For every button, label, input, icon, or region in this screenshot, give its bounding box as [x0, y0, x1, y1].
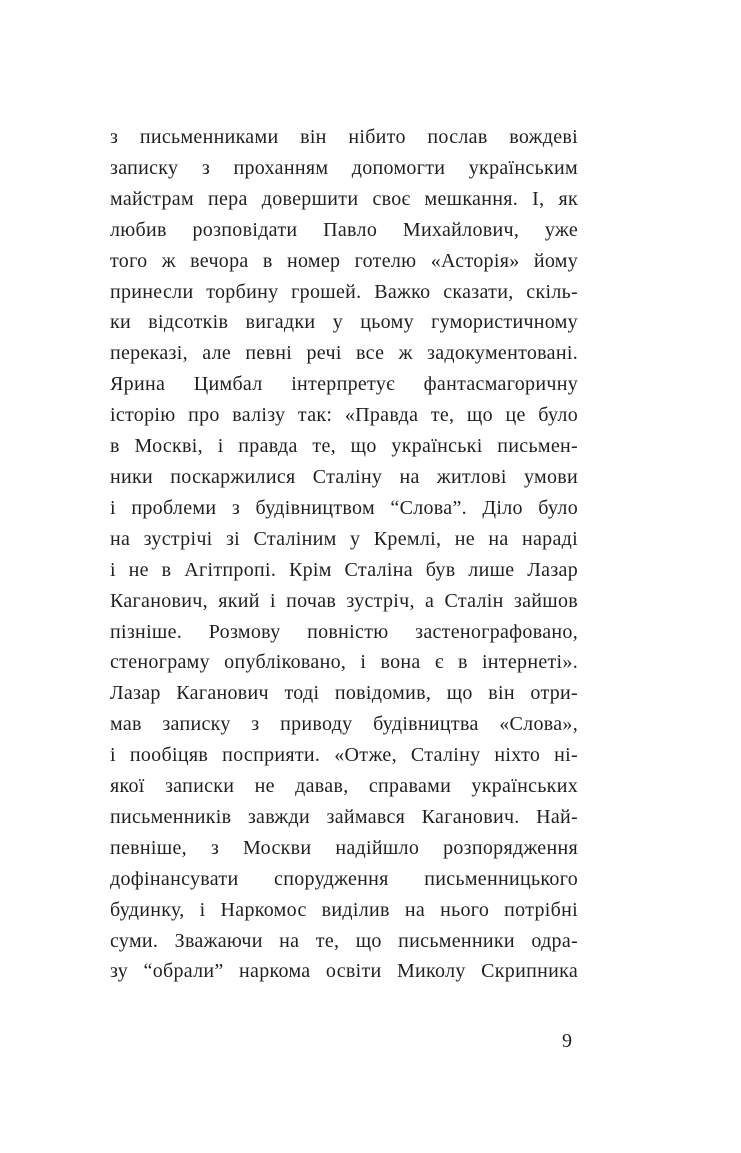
text-line: того ж вечора в номер готелю «Асторія» йому — [110, 249, 578, 272]
text-line: переказі, але певні речі все ж задокументовані. — [110, 342, 578, 365]
text-line: принесли торбину грошей. Важко сказати, скіль- — [110, 280, 578, 303]
text-line: Лазар Каганович тоді повідомив, що він отри- — [110, 682, 578, 705]
text-line: певніше, з Москви надійшло розпорядження — [110, 836, 578, 859]
text-line: і проблеми з будівництвом “Слова”. Діло було — [110, 496, 578, 519]
text-line: ки відсотків вигадки у цьому гумористичному — [110, 311, 578, 334]
text-line: якої записки не давав, справами українських — [110, 775, 578, 798]
text-line: Каганович, який і почав зустріч, а Сталін зайшов — [110, 589, 578, 612]
text-line: майстрам пера довершити своє мешкання. І, як — [110, 187, 578, 210]
text-line: суми. Зважаючи на те, що письменники одра- — [110, 929, 578, 952]
text-line: і не в Агітпропі. Крім Сталіна був лише Лазар — [110, 558, 578, 581]
text-line: ники поскаржилися Сталіну на житлові умови — [110, 465, 578, 488]
text-line: в Москві, і правда те, що українські письмен- — [110, 435, 578, 458]
text-line: любив розповідати Павло Михайлович, уже — [110, 218, 578, 241]
text-line: пізніше. Розмову повністю застенографовано, — [110, 620, 578, 643]
text-line: дофінансувати спорудження письменницького — [110, 867, 578, 890]
text-block — [110, 122, 578, 987]
text-line: будинку, і Наркомос виділив на нього потрібні — [110, 898, 578, 921]
text-line: записку з проханням допомогти українським — [110, 156, 578, 179]
text-line: стенограму опубліковано, і вона є в інтернеті». — [110, 651, 578, 674]
text-line: письменників завжди займався Каганович. Най- — [110, 805, 578, 828]
text-line: Ярина Цимбал інтерпретує фантасмагоричну — [110, 373, 578, 396]
text-line: і пообіцяв посприяти. «Отже, Сталіну ніхто ні- — [110, 744, 578, 767]
page-number: 9 — [562, 1030, 572, 1052]
text-line: з письменниками він нібито послав вождеві — [110, 126, 578, 148]
text-line: зу “обрали” наркома освіти Миколу Скрипника — [110, 960, 578, 983]
text-line: історію про валізу так: «Правда те, що це було — [110, 404, 578, 427]
text-line: мав записку з приводу будівництва «Слова», — [110, 713, 578, 736]
text-line: на зустрічі зі Сталіним у Кремлі, не на нараді — [110, 527, 578, 550]
